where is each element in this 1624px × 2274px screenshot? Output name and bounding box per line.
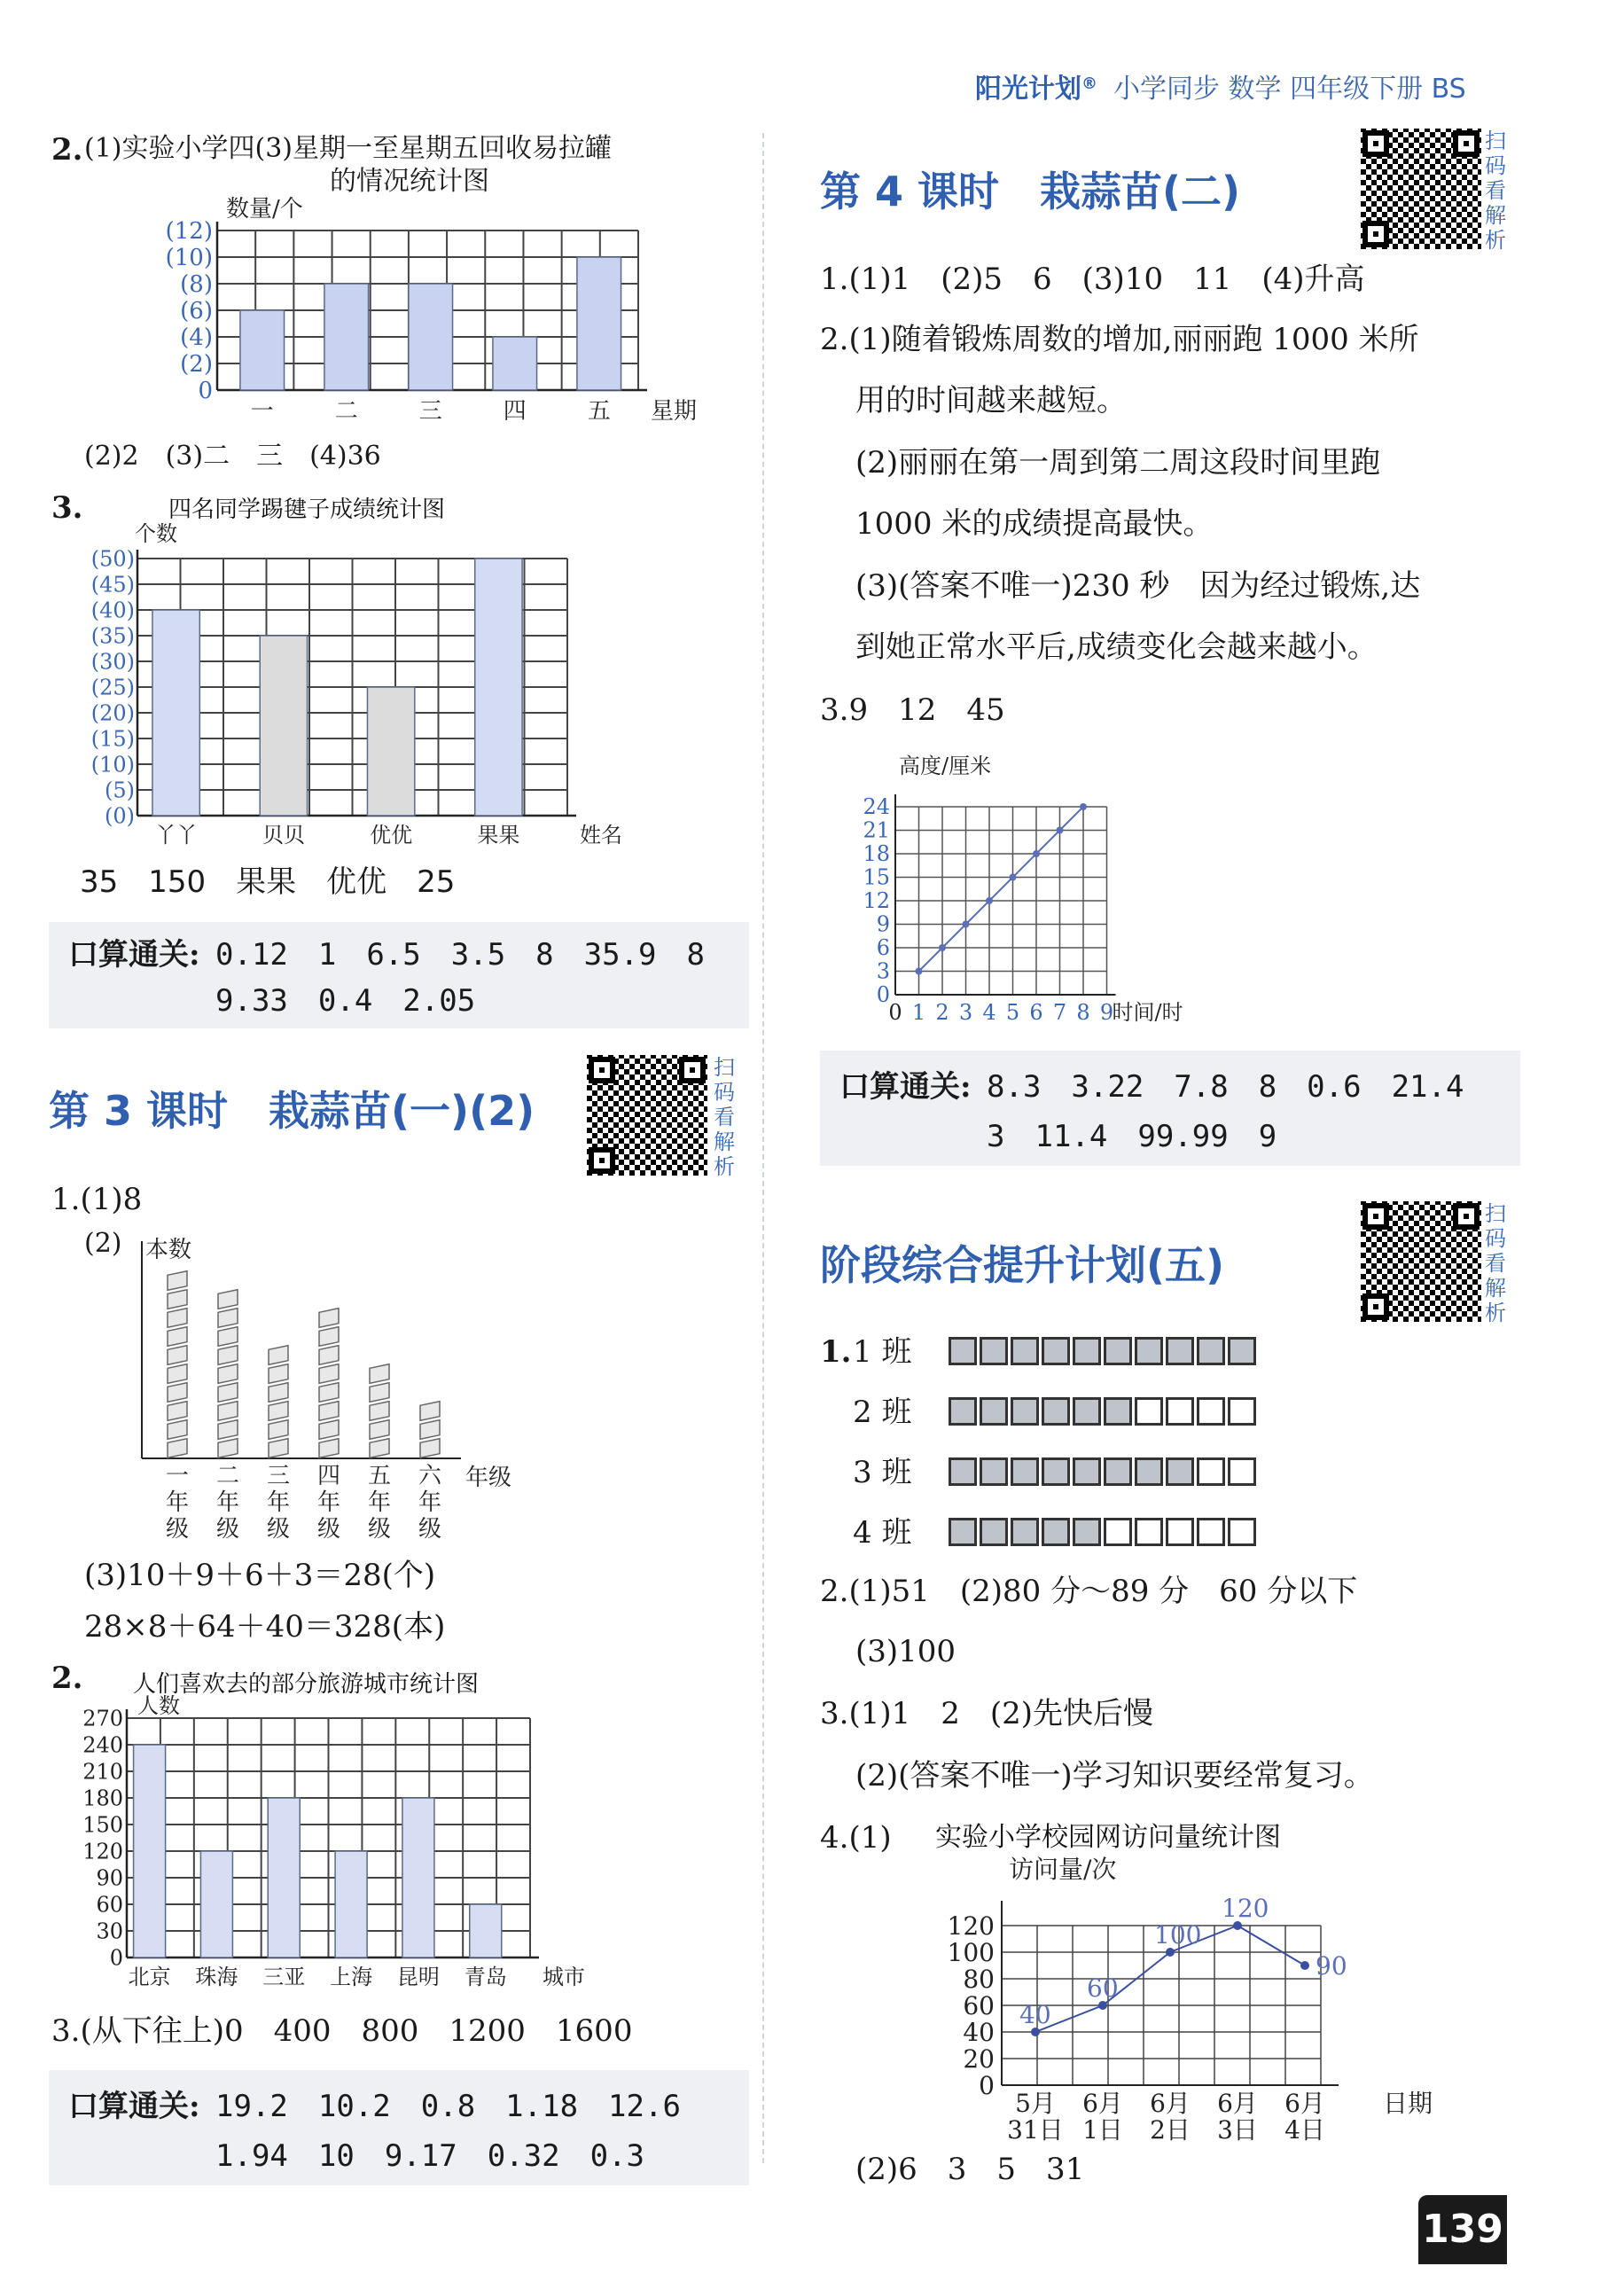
category-label: 31日 (1007, 2115, 1064, 2145)
tally-box (949, 1518, 977, 1546)
book-stack-item (420, 1402, 440, 1421)
category-label: 年 (215, 1489, 240, 1516)
chart-title: 四名同学踢毽子成绩统计图 (168, 496, 446, 523)
tick-label: (0) (105, 803, 135, 829)
tally-box (1166, 1397, 1194, 1426)
tally-box (1166, 1457, 1194, 1486)
tick-label: 3 (876, 958, 890, 984)
tally-box (1042, 1518, 1070, 1546)
tally-box (1104, 1397, 1132, 1426)
category-label: 优优 (370, 823, 413, 848)
qr-finder (1362, 1203, 1389, 1230)
tick-label: (25) (90, 675, 135, 700)
data-point (1033, 850, 1040, 857)
book-stack-item (319, 1346, 339, 1365)
recycle-chart (133, 197, 718, 427)
data-point (1080, 803, 1087, 810)
book-stack-item (168, 1309, 187, 1328)
book-stack-item (168, 1383, 187, 1403)
tick-label: (45) (90, 572, 135, 598)
lesson3-q2-number: 2. (51, 1661, 83, 1696)
q2-intro: (1)实验小学四(3)星期一至星期五回收易拉罐 (84, 133, 612, 164)
tick-label: 9 (876, 911, 890, 937)
data-point (1300, 1961, 1309, 1970)
tick-label: 6 (876, 935, 890, 960)
tick-label: 0 (109, 1945, 123, 1971)
tally-box (1104, 1457, 1132, 1486)
category-label: 四 (316, 1463, 341, 1489)
book-stack-item (319, 1309, 339, 1328)
class-label-4: 4 班 (853, 1515, 912, 1551)
tick-label: 2 (935, 1000, 949, 1025)
y-axis-label: 人数 (137, 1693, 180, 1718)
tick-label: (50) (90, 546, 135, 572)
mental-math-label: 口算通关: (839, 1069, 972, 1105)
category-label: 年 (316, 1489, 341, 1516)
y-axis-label: 个数 (135, 521, 177, 546)
category-label: 级 (418, 1516, 442, 1543)
book-stack-item (269, 1439, 288, 1458)
bar (134, 1745, 166, 1958)
data-label: 100 (1154, 1920, 1202, 1950)
tally-box (1011, 1337, 1039, 1365)
reg-mark: ® (1081, 74, 1097, 93)
book-stack-item (218, 1402, 238, 1421)
category-label: 果果 (477, 823, 520, 848)
book-stack-item (370, 1420, 389, 1440)
book-stack-item (218, 1439, 238, 1458)
tick-label: 4 (982, 1000, 996, 1025)
category-label: 6月 (1217, 2089, 1258, 2118)
book-stack-item (218, 1290, 238, 1309)
tally-box (1135, 1518, 1163, 1546)
tally-box (1228, 1337, 1256, 1365)
category-label: 三 (418, 398, 442, 425)
chart-title: 人们喜欢去的部分旅游城市统计图 (133, 1671, 480, 1698)
stage-q2a: 2.(1)51 (2)80 分～89 分 60 分以下 (820, 1574, 1358, 1609)
mental-math-line1: 8.3 3.22 7.8 8 0.6 21.4 (987, 1069, 1464, 1105)
bar (367, 687, 414, 816)
tally-box (1104, 1518, 1132, 1546)
mental-math-line2: 9.33 0.4 2.05 (215, 983, 476, 1019)
cities-chart (75, 1665, 625, 2002)
tally-box (980, 1397, 1008, 1426)
category-label: 三亚 (262, 1965, 306, 1989)
page-number: 139 (1418, 2195, 1507, 2264)
bar (475, 559, 522, 816)
lesson4-q2-3b: 到她正常水平后,成绩变化会越来越小。 (855, 629, 1378, 665)
class-boxes-4 (949, 1518, 1256, 1546)
book-stack-item (370, 1364, 389, 1384)
stage-q3a: 3.(1)1 2 (2)先快后慢 (820, 1696, 1154, 1731)
category-label: 四 (503, 398, 527, 425)
x-axis-label: 星期 (651, 398, 698, 425)
jianzi-chart (80, 492, 622, 848)
book-stack-item (168, 1364, 187, 1384)
tick-label: 7 (1052, 1000, 1067, 1025)
book-stack-item (218, 1309, 238, 1328)
qr-finder (1362, 221, 1389, 247)
class-boxes-1 (949, 1337, 1256, 1365)
tick-label: (30) (90, 649, 135, 675)
stage-q4: 4.(1) (820, 1820, 892, 1856)
tally-box (1073, 1337, 1101, 1365)
mental-math-line2: 1.94 10 9.17 0.32 0.3 (215, 2138, 644, 2174)
book-stack-item (319, 1383, 339, 1403)
tick-label: 120 (82, 1839, 123, 1864)
tick-label: 1 (911, 1000, 926, 1025)
data-point (963, 921, 970, 928)
tick-label: 0 (876, 982, 890, 1007)
tally-box (949, 1457, 977, 1486)
category-label: 6月 (1082, 2089, 1123, 2118)
book-stack-item (269, 1402, 288, 1421)
lesson3-q1-3b: 28×8＋64＋40＝328(本) (84, 1609, 446, 1645)
tick-label: (10) (90, 752, 135, 778)
bar (409, 284, 453, 390)
q2-number: 2. (51, 132, 83, 168)
tick-label: (35) (90, 623, 135, 649)
class-label-1: 1 班 (853, 1334, 912, 1370)
book-stack-item (168, 1402, 187, 1421)
tick-label: (20) (90, 700, 135, 726)
q3-number: 3. (51, 490, 83, 526)
tally-box (1011, 1518, 1039, 1546)
book-stack-item (319, 1402, 339, 1421)
lesson3-q1-3a: (3)10＋9＋6＋3＝28(个) (84, 1558, 436, 1593)
tick-label: 9 (1099, 1000, 1114, 1025)
tick-label: 6 (1029, 1000, 1043, 1025)
stage-q2b: (3)100 (855, 1634, 956, 1669)
book-stack-item (168, 1271, 187, 1291)
books-chart (133, 1232, 532, 1543)
category-label: 珠海 (195, 1965, 238, 1989)
book-stack-item (370, 1383, 389, 1403)
tick-label: (5) (105, 778, 135, 803)
tick-label: 0 (979, 2071, 995, 2100)
tick-label: 12 (863, 888, 890, 913)
book-stack-item (420, 1420, 440, 1440)
tick-label: 240 (82, 1732, 123, 1758)
tick-label: 0 (198, 378, 213, 405)
tally-box (1197, 1337, 1225, 1365)
data-point (1057, 827, 1064, 834)
tick-label: (8) (180, 271, 213, 299)
lesson4-q2-2b: 1000 米的成绩提高最快。 (855, 506, 1214, 542)
tally-box (1011, 1397, 1039, 1426)
category-label: 六 (418, 1463, 442, 1489)
tally-box (1042, 1397, 1070, 1426)
tick-label: 90 (96, 1865, 123, 1891)
brand-name: 阳光计划 (975, 74, 1081, 105)
book-stack-item (218, 1346, 238, 1365)
category-label: 一 (250, 398, 274, 425)
category-label: 北京 (128, 1965, 171, 1989)
category-label: 三 (266, 1463, 291, 1489)
category-label: 2日 (1150, 2115, 1191, 2145)
data-point (986, 897, 993, 904)
lesson3-title: 第 3 课时 栽蒜苗(一)(2) (49, 1087, 535, 1135)
tally-box (1042, 1457, 1070, 1486)
column-divider (762, 133, 764, 2163)
x-axis-label: 时间/时 (1112, 1000, 1183, 1025)
q2-chart-title: 的情况统计图 (330, 166, 489, 197)
tally-box (1135, 1397, 1163, 1426)
book-stack-item (420, 1439, 440, 1458)
tick-label: 80 (963, 1965, 995, 1994)
tally-box (1104, 1337, 1132, 1365)
tally-box (949, 1337, 977, 1365)
qr-finder (1362, 1293, 1389, 1320)
tick-label: 120 (947, 1911, 995, 1941)
tally-box (980, 1457, 1008, 1486)
book-stack-item (168, 1346, 187, 1365)
bar (493, 337, 537, 390)
mental-math-line1: 19.2 10.2 0.8 1.18 12.6 (215, 2089, 681, 2124)
tick-label: 30 (96, 1918, 123, 1944)
tally-box (1011, 1457, 1039, 1486)
category-label: 昆明 (396, 1965, 440, 1989)
book-stack-item (168, 1327, 187, 1347)
book-stack-item (168, 1290, 187, 1309)
header-brand (975, 76, 1097, 103)
qr-finder (679, 1057, 706, 1083)
data-point (916, 968, 923, 975)
qr-finder (589, 1057, 615, 1083)
bar (268, 1798, 300, 1958)
class-boxes-3 (949, 1457, 1256, 1486)
qr-finder (589, 1147, 615, 1174)
qr-label: 扫码看解析 (714, 1055, 735, 1179)
tally-box (1073, 1397, 1101, 1426)
tick-label: 18 (863, 841, 890, 866)
category-label: 1日 (1082, 2115, 1123, 2145)
mental-math-2 (49, 2070, 749, 2185)
x-axis-label: 日期 (1383, 2089, 1433, 2118)
book-stack-item (370, 1402, 389, 1421)
lesson4-q3: 3.9 12 45 (820, 692, 1005, 728)
book-stack-item (218, 1327, 238, 1347)
qr-finder (1453, 130, 1480, 157)
category-label: 6月 (1284, 2089, 1325, 2118)
book-stack-item (269, 1383, 288, 1403)
book-stack-item (218, 1420, 238, 1440)
class-label-2: 2 班 (853, 1395, 912, 1430)
tally-box (1228, 1518, 1256, 1546)
tick-label: 0 (888, 1000, 902, 1025)
mental-math-1 (49, 922, 749, 1028)
lesson4-q2-3a: (3)(答案不唯一)230 秒 因为经过锻炼,达 (855, 568, 1421, 604)
tick-label: 180 (82, 1786, 123, 1811)
q3-answers: 35 150 果果 优优 25 (80, 864, 456, 900)
tick-label: 15 (863, 864, 890, 890)
tick-label: 21 (863, 817, 890, 843)
tick-label: 210 (82, 1759, 123, 1785)
category-label: 级 (215, 1516, 240, 1543)
category-label: 4日 (1284, 2115, 1325, 2145)
book-stack-item (319, 1327, 339, 1347)
category-label: 丫丫 (154, 823, 198, 848)
tally-box (1197, 1518, 1225, 1546)
data-label: 120 (1222, 1894, 1269, 1923)
qr-code-lesson4[interactable] (1361, 129, 1481, 249)
book-stack-item (319, 1420, 339, 1440)
book-stack-item (218, 1364, 238, 1384)
mental-math-3 (820, 1051, 1520, 1166)
book-stack-item (168, 1439, 187, 1458)
tick-label: (12) (165, 218, 213, 246)
book-stack-item (370, 1439, 389, 1458)
qr-finder (1362, 130, 1389, 157)
book-stack-item (168, 1420, 187, 1440)
bar (402, 1798, 434, 1958)
category-label: 级 (316, 1516, 341, 1543)
qr-code-stage[interactable] (1361, 1201, 1481, 1322)
qr-finder (1453, 1203, 1480, 1230)
category-label: 五 (587, 398, 611, 425)
data-point (939, 944, 946, 951)
lesson3-q3: 3.(从下往上)0 400 800 1200 1600 (51, 2013, 633, 2049)
bar (324, 284, 369, 390)
tick-label: 20 (963, 2044, 995, 2074)
lesson4-q1: 1.(1)1 (2)5 6 (3)10 11 (4)升高 (820, 262, 1365, 297)
chart-title: 实验小学校园网访问量统计图 (935, 1822, 1281, 1853)
y-axis-label: 本数 (145, 1237, 192, 1263)
tick-label: 24 (863, 794, 890, 819)
tick-label: (40) (90, 598, 135, 623)
tick-label: 60 (963, 1991, 995, 2020)
category-label: 6月 (1150, 2089, 1191, 2118)
tick-label: (2) (180, 351, 213, 379)
bar (240, 310, 285, 390)
bar (200, 1851, 232, 1958)
stage-q4-after: (2)6 3 5 31 (855, 2152, 1085, 2187)
tick-label: (15) (90, 726, 135, 752)
garlic-chart (842, 754, 1232, 1028)
tick-label: 40 (963, 2018, 995, 2047)
lesson3-q1-2: (2) (84, 1228, 122, 1259)
tally-box (1166, 1337, 1194, 1365)
class-boxes-2 (949, 1397, 1256, 1426)
tally-box (980, 1337, 1008, 1365)
tally-box (1042, 1337, 1070, 1365)
tick-label: 100 (947, 1938, 995, 1967)
mental-math-line2: 3 11.4 99.99 9 (987, 1119, 1277, 1154)
category-label: 年 (165, 1489, 190, 1516)
y-axis-label: 数量/个 (226, 196, 303, 223)
lesson4-q2-1b: 用的时间越来越短。 (855, 383, 1127, 418)
category-label: 年 (418, 1489, 442, 1516)
x-axis-label: 年级 (465, 1465, 512, 1491)
tally-box (1073, 1457, 1101, 1486)
y-axis-label: 访问量/次 (1009, 1855, 1117, 1884)
bar (335, 1851, 367, 1958)
tick-label: 270 (82, 1706, 123, 1731)
category-label: 青岛 (464, 1965, 507, 1989)
stage-title: 阶段综合提升计划(五) (820, 1241, 1225, 1289)
tally-box (1197, 1457, 1225, 1486)
tally-box (1228, 1457, 1256, 1486)
tally-box (1228, 1397, 1256, 1426)
x-axis-label: 姓名 (580, 823, 622, 848)
bar (152, 610, 199, 816)
tick-label: 150 (82, 1812, 123, 1838)
lesson4-q2-1a: 2.(1)随着锻炼周数的增加,丽丽跑 1000 米所 (820, 322, 1419, 357)
category-label: 年 (266, 1489, 291, 1516)
bar (470, 1904, 502, 1958)
data-label: 40 (1019, 2000, 1051, 2029)
category-label: 3日 (1217, 2115, 1258, 2145)
class-label-3: 3 班 (853, 1455, 912, 1490)
category-label: 贝贝 (262, 823, 305, 848)
data-label: 90 (1316, 1951, 1347, 1981)
tally-box (1073, 1518, 1101, 1546)
tick-label: 3 (958, 1000, 973, 1025)
tally-box (1135, 1337, 1163, 1365)
book-stack-item (269, 1364, 288, 1384)
category-label: 级 (165, 1516, 190, 1543)
tick-label: (4) (180, 324, 213, 352)
bar (577, 257, 621, 390)
data-point (1010, 874, 1017, 881)
q2-answers: (2)2 (3)二 三 (4)36 (84, 441, 381, 472)
stage-q3b: (2)(答案不唯一)学习知识要经常复习。 (855, 1758, 1374, 1793)
book-stack-item (319, 1364, 339, 1384)
tick-label: 5 (1005, 1000, 1020, 1025)
visits-chart (895, 1819, 1445, 2145)
tick-label: 8 (1076, 1000, 1090, 1025)
tick-label: 60 (96, 1892, 123, 1918)
tick-label: (6) (180, 298, 213, 325)
tally-box (949, 1397, 977, 1426)
mental-math-label: 口算通关: (68, 2089, 200, 2124)
mental-math-line1: 0.12 1 6.5 3.5 8 35.9 8 (215, 937, 705, 973)
tally-box (1197, 1397, 1225, 1426)
category-label: 年 (367, 1489, 392, 1516)
book-stack-item (319, 1439, 339, 1458)
stage-q1-label: 1. (820, 1334, 852, 1370)
x-axis-label: 城市 (543, 1965, 585, 1989)
header-subtitle: 小学同步 数学 四年级下册 BS (1113, 74, 1466, 105)
category-label: 一 (165, 1463, 190, 1489)
tick-label: (10) (165, 245, 213, 272)
book-stack-item (269, 1346, 288, 1365)
qr-label: 扫码看解析 (1485, 1201, 1506, 1325)
lesson3-q1-1: 1.(1)8 (51, 1182, 143, 1217)
qr-label: 扫码看解析 (1485, 129, 1506, 253)
category-label: 级 (266, 1516, 291, 1543)
category-label: 上海 (330, 1965, 373, 1989)
data-label: 60 (1087, 1973, 1119, 2003)
qr-code-lesson3[interactable] (587, 1055, 707, 1176)
lesson4-title: 第 4 课时 栽蒜苗(二) (820, 168, 1241, 215)
category-label: 二 (334, 398, 358, 425)
tally-box (1166, 1518, 1194, 1546)
category-label: 级 (367, 1516, 392, 1543)
bar (260, 636, 307, 816)
lesson4-q2-2a: (2)丽丽在第一周到第二周这段时间里跑 (855, 445, 1381, 481)
tally-box (1135, 1457, 1163, 1486)
mental-math-label: 口算通关: (68, 937, 200, 973)
category-label: 二 (215, 1463, 240, 1489)
y-axis-label: 高度/厘米 (899, 754, 992, 778)
book-stack-item (269, 1420, 288, 1440)
category-label: 5月 (1015, 2089, 1056, 2118)
category-label: 五 (367, 1463, 392, 1489)
tally-box (980, 1518, 1008, 1546)
book-stack-item (218, 1383, 238, 1403)
